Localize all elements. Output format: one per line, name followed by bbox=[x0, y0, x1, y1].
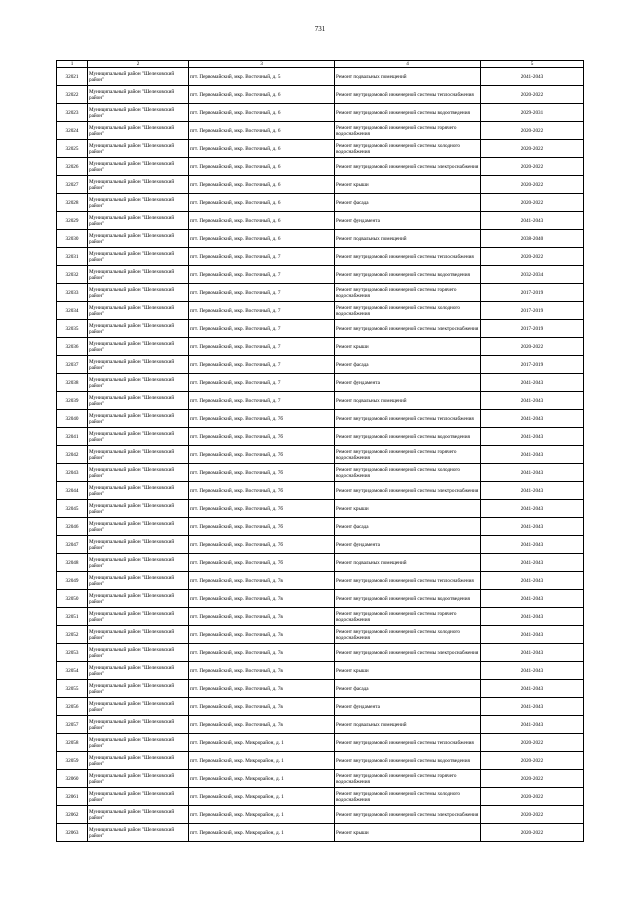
period-cell: 2038-2040 bbox=[481, 230, 584, 248]
period-cell: 2017-2019 bbox=[481, 284, 584, 302]
address-cell: пгт. Первомайский, мкр. Восточный, д. 7в bbox=[189, 644, 335, 662]
address-cell: пгт. Первомайский, мкр. Восточный, д. 7в bbox=[189, 626, 335, 644]
municipality-cell: Муниципальный район "Шелеховский район" bbox=[88, 68, 189, 86]
period-cell: 2041-2043 bbox=[481, 536, 584, 554]
address-cell: пгт. Первомайский, мкр. Восточный, д. 7б bbox=[189, 428, 335, 446]
table-row bbox=[57, 284, 584, 302]
address-cell: пгт. Первомайский, мкр. Микрорайон, д. 1 bbox=[189, 788, 335, 806]
row-number-cell: 32037 bbox=[57, 356, 88, 374]
row-number-cell: 32047 bbox=[57, 536, 88, 554]
table-row bbox=[57, 662, 584, 680]
period-cell: 2020-2022 bbox=[481, 140, 584, 158]
table-row bbox=[57, 482, 584, 500]
address-cell: пгт. Первомайский, мкр. Микрорайон, д. 1 bbox=[189, 770, 335, 788]
table-row bbox=[57, 428, 584, 446]
municipality-cell: Муниципальный район "Шелеховский район" bbox=[88, 356, 189, 374]
work-type-cell: Ремонт внутридомовой инженерной системы электроснабжения bbox=[335, 806, 481, 824]
table-row bbox=[57, 176, 584, 194]
row-number-cell: 32051 bbox=[57, 608, 88, 626]
period-cell: 2041-2043 bbox=[481, 716, 584, 734]
table-row bbox=[57, 230, 584, 248]
address-cell: пгт. Первомайский, мкр. Восточный, д. 7 bbox=[189, 248, 335, 266]
row-number-cell: 32025 bbox=[57, 140, 88, 158]
period-cell: 2041-2043 bbox=[481, 212, 584, 230]
address-cell: пгт. Первомайский, мкр. Восточный, д. 7в bbox=[189, 662, 335, 680]
table-row bbox=[57, 788, 584, 806]
table-row bbox=[57, 464, 584, 482]
work-type-cell: Ремонт внутридомовой инженерной системы теплоснабжения bbox=[335, 572, 481, 590]
table-row bbox=[57, 680, 584, 698]
period-cell: 2041-2043 bbox=[481, 626, 584, 644]
address-cell: пгт. Первомайский, мкр. Восточный, д. 6 bbox=[189, 104, 335, 122]
row-number-cell: 32062 bbox=[57, 806, 88, 824]
row-number-cell: 32040 bbox=[57, 410, 88, 428]
table-row bbox=[57, 824, 584, 842]
period-cell: 2020-2022 bbox=[481, 788, 584, 806]
work-type-cell: Ремонт внутридомовой инженерной системы водоотведения bbox=[335, 428, 481, 446]
work-type-cell: Ремонт внутридомовой инженерной системы холодного водоснабжения bbox=[335, 140, 481, 158]
column-number-header-row bbox=[57, 61, 584, 68]
municipality-cell: Муниципальный район "Шелеховский район" bbox=[88, 770, 189, 788]
row-number-cell: 32058 bbox=[57, 734, 88, 752]
municipality-cell: Муниципальный район "Шелеховский район" bbox=[88, 662, 189, 680]
period-cell: 2041-2043 bbox=[481, 590, 584, 608]
municipality-cell: Муниципальный район "Шелеховский район" bbox=[88, 392, 189, 410]
municipality-cell: Муниципальный район "Шелеховский район" bbox=[88, 374, 189, 392]
work-type-cell: Ремонт крыши bbox=[335, 824, 481, 842]
work-type-cell: Ремонт внутридомовой инженерной системы электроснабжения bbox=[335, 320, 481, 338]
municipality-cell: Муниципальный район "Шелеховский район" bbox=[88, 446, 189, 464]
address-cell: пгт. Первомайский, мкр. Восточный, д. 7 bbox=[189, 338, 335, 356]
row-number-cell: 32039 bbox=[57, 392, 88, 410]
row-number-cell: 32048 bbox=[57, 554, 88, 572]
work-type-cell: Ремонт внутридомовой инженерной системы горячего водоснабжения bbox=[335, 122, 481, 140]
period-cell: 2020-2022 bbox=[481, 194, 584, 212]
municipality-cell: Муниципальный район "Шелеховский район" bbox=[88, 518, 189, 536]
period-cell: 2041-2043 bbox=[481, 518, 584, 536]
row-number-cell: 32052 bbox=[57, 626, 88, 644]
row-number-cell: 32029 bbox=[57, 212, 88, 230]
work-type-cell: Ремонт крыши bbox=[335, 338, 481, 356]
municipality-cell: Муниципальный район "Шелеховский район" bbox=[88, 320, 189, 338]
table-row bbox=[57, 122, 584, 140]
row-number-cell: 32059 bbox=[57, 752, 88, 770]
row-number-cell: 32042 bbox=[57, 446, 88, 464]
table-row bbox=[57, 716, 584, 734]
municipality-cell: Муниципальный район "Шелеховский район" bbox=[88, 716, 189, 734]
work-type-cell: Ремонт фасада bbox=[335, 518, 481, 536]
work-type-cell: Ремонт внутридомовой инженерной системы водоотведения bbox=[335, 266, 481, 284]
municipality-cell: Муниципальный район "Шелеховский район" bbox=[88, 698, 189, 716]
period-cell: 2020-2022 bbox=[481, 86, 584, 104]
column-number-1: 1 bbox=[57, 61, 88, 68]
period-cell: 2020-2022 bbox=[481, 806, 584, 824]
work-type-cell: Ремонт внутридомовой инженерной системы теплоснабжения bbox=[335, 734, 481, 752]
page-number: 731 bbox=[314, 25, 326, 33]
row-number-cell: 32054 bbox=[57, 662, 88, 680]
work-type-cell: Ремонт внутридомовой инженерной системы водоотведения bbox=[335, 104, 481, 122]
address-cell: пгт. Первомайский, мкр. Восточный, д. 7в bbox=[189, 572, 335, 590]
municipality-cell: Муниципальный район "Шелеховский район" bbox=[88, 752, 189, 770]
row-number-cell: 32030 bbox=[57, 230, 88, 248]
table-row bbox=[57, 248, 584, 266]
table-row bbox=[57, 644, 584, 662]
municipality-cell: Муниципальный район "Шелеховский район" bbox=[88, 734, 189, 752]
period-cell: 2020-2022 bbox=[481, 158, 584, 176]
period-cell: 2020-2022 bbox=[481, 338, 584, 356]
row-number-cell: 32024 bbox=[57, 122, 88, 140]
municipality-cell: Муниципальный район "Шелеховский район" bbox=[88, 464, 189, 482]
address-cell: пгт. Первомайский, мкр. Восточный, д. 7в bbox=[189, 698, 335, 716]
period-cell: 2041-2043 bbox=[481, 554, 584, 572]
address-cell: пгт. Первомайский, мкр. Восточный, д. 7в bbox=[189, 680, 335, 698]
table-row bbox=[57, 86, 584, 104]
table-row bbox=[57, 104, 584, 122]
municipality-cell: Муниципальный район "Шелеховский район" bbox=[88, 284, 189, 302]
row-number-cell: 32034 bbox=[57, 302, 88, 320]
address-cell: пгт. Первомайский, мкр. Восточный, д. 6 bbox=[189, 230, 335, 248]
work-type-cell: Ремонт подвальных помещений bbox=[335, 68, 481, 86]
row-number-cell: 32041 bbox=[57, 428, 88, 446]
municipality-cell: Муниципальный район "Шелеховский район" bbox=[88, 626, 189, 644]
row-number-cell: 32043 bbox=[57, 464, 88, 482]
row-number-cell: 32061 bbox=[57, 788, 88, 806]
row-number-cell: 32038 bbox=[57, 374, 88, 392]
municipality-cell: Муниципальный район "Шелеховский район" bbox=[88, 590, 189, 608]
row-number-cell: 32055 bbox=[57, 680, 88, 698]
municipality-cell: Муниципальный район "Шелеховский район" bbox=[88, 122, 189, 140]
address-cell: пгт. Первомайский, мкр. Восточный, д. 6 bbox=[189, 158, 335, 176]
address-cell: пгт. Первомайский, мкр. Восточный, д. 6 bbox=[189, 86, 335, 104]
address-cell: пгт. Первомайский, мкр. Восточный, д. 6 bbox=[189, 212, 335, 230]
table-row bbox=[57, 446, 584, 464]
work-type-cell: Ремонт крыши bbox=[335, 176, 481, 194]
address-cell: пгт. Первомайский, мкр. Микрорайон, д. 1 bbox=[189, 824, 335, 842]
table-row bbox=[57, 212, 584, 230]
address-cell: пгт. Первомайский, мкр. Восточный, д. 7 bbox=[189, 302, 335, 320]
address-cell: пгт. Первомайский, мкр. Восточный, д. 7б bbox=[189, 536, 335, 554]
period-cell: 2041-2043 bbox=[481, 680, 584, 698]
municipality-cell: Муниципальный район "Шелеховский район" bbox=[88, 536, 189, 554]
period-cell: 2020-2022 bbox=[481, 824, 584, 842]
address-cell: пгт. Первомайский, мкр. Восточный, д. 7б bbox=[189, 464, 335, 482]
row-number-cell: 32035 bbox=[57, 320, 88, 338]
work-type-cell: Ремонт подвальных помещений bbox=[335, 716, 481, 734]
address-cell: пгт. Первомайский, мкр. Восточный, д. 7 bbox=[189, 266, 335, 284]
table-row bbox=[57, 536, 584, 554]
work-type-cell: Ремонт внутридомовой инженерной системы холодного водоснабжения bbox=[335, 302, 481, 320]
period-cell: 2020-2022 bbox=[481, 248, 584, 266]
period-cell: 2029-2031 bbox=[481, 104, 584, 122]
period-cell: 2041-2043 bbox=[481, 392, 584, 410]
table-row bbox=[57, 590, 584, 608]
municipality-cell: Муниципальный район "Шелеховский район" bbox=[88, 608, 189, 626]
work-type-cell: Ремонт внутридомовой инженерной системы водоотведения bbox=[335, 752, 481, 770]
municipality-cell: Муниципальный район "Шелеховский район" bbox=[88, 230, 189, 248]
table-row bbox=[57, 626, 584, 644]
column-number-3: 3 bbox=[189, 61, 335, 68]
address-cell: пгт. Первомайский, мкр. Восточный, д. 7 bbox=[189, 356, 335, 374]
period-cell: 2041-2043 bbox=[481, 482, 584, 500]
row-number-cell: 32027 bbox=[57, 176, 88, 194]
municipality-cell: Муниципальный район "Шелеховский район" bbox=[88, 86, 189, 104]
address-cell: пгт. Первомайский, мкр. Восточный, д. 7 bbox=[189, 284, 335, 302]
row-number-cell: 32033 bbox=[57, 284, 88, 302]
period-cell: 2032-2034 bbox=[481, 266, 584, 284]
work-type-cell: Ремонт фундамента bbox=[335, 698, 481, 716]
table-row bbox=[57, 320, 584, 338]
period-cell: 2020-2022 bbox=[481, 752, 584, 770]
address-cell: пгт. Первомайский, мкр. Восточный, д. 7б bbox=[189, 482, 335, 500]
municipality-cell: Муниципальный район "Шелеховский район" bbox=[88, 482, 189, 500]
row-number-cell: 32060 bbox=[57, 770, 88, 788]
municipality-cell: Муниципальный район "Шелеховский район" bbox=[88, 104, 189, 122]
period-cell: 2041-2043 bbox=[481, 608, 584, 626]
address-cell: пгт. Первомайский, мкр. Восточный, д. 7 bbox=[189, 374, 335, 392]
work-type-cell: Ремонт внутридомовой инженерной системы теплоснабжения bbox=[335, 410, 481, 428]
work-type-cell: Ремонт крыши bbox=[335, 500, 481, 518]
period-cell: 2041-2043 bbox=[481, 698, 584, 716]
work-type-cell: Ремонт внутридомовой инженерной системы холодного водоснабжения bbox=[335, 464, 481, 482]
period-cell: 2041-2043 bbox=[481, 428, 584, 446]
table-row bbox=[57, 698, 584, 716]
work-type-cell: Ремонт внутридомовой инженерной системы теплоснабжения bbox=[335, 86, 481, 104]
period-cell: 2020-2022 bbox=[481, 176, 584, 194]
work-type-cell: Ремонт внутридомовой инженерной системы горячего водоснабжения bbox=[335, 770, 481, 788]
address-cell: пгт. Первомайский, мкр. Восточный, д. 7б bbox=[189, 446, 335, 464]
address-cell: пгт. Первомайский, мкр. Восточный, д. 5 bbox=[189, 68, 335, 86]
municipality-cell: Муниципальный район "Шелеховский район" bbox=[88, 176, 189, 194]
period-cell: 2020-2022 bbox=[481, 122, 584, 140]
address-cell: пгт. Первомайский, мкр. Восточный, д. 7 bbox=[189, 392, 335, 410]
row-number-cell: 32063 bbox=[57, 824, 88, 842]
address-cell: пгт. Первомайский, мкр. Восточный, д. 7в bbox=[189, 590, 335, 608]
work-type-cell: Ремонт крыши bbox=[335, 662, 481, 680]
period-cell: 2020-2022 bbox=[481, 734, 584, 752]
address-cell: пгт. Первомайский, мкр. Восточный, д. 7 bbox=[189, 320, 335, 338]
work-type-cell: Ремонт фундамента bbox=[335, 374, 481, 392]
work-type-cell: Ремонт внутридомовой инженерной системы теплоснабжения bbox=[335, 248, 481, 266]
period-cell: 2020-2022 bbox=[481, 770, 584, 788]
municipality-cell: Муниципальный район "Шелеховский район" bbox=[88, 302, 189, 320]
municipality-cell: Муниципальный район "Шелеховский район" bbox=[88, 248, 189, 266]
work-type-cell: Ремонт внутридомовой инженерной системы электроснабжения bbox=[335, 644, 481, 662]
address-cell: пгт. Первомайский, мкр. Восточный, д. 6 bbox=[189, 194, 335, 212]
row-number-cell: 32023 bbox=[57, 104, 88, 122]
address-cell: пгт. Первомайский, мкр. Восточный, д. 6 bbox=[189, 140, 335, 158]
work-type-cell: Ремонт фундамента bbox=[335, 212, 481, 230]
table-row bbox=[57, 140, 584, 158]
work-type-cell: Ремонт внутридомовой инженерной системы электроснабжения bbox=[335, 482, 481, 500]
work-type-cell: Ремонт внутридомовой инженерной системы горячего водоснабжения bbox=[335, 446, 481, 464]
period-cell: 2041-2043 bbox=[481, 644, 584, 662]
municipality-cell: Муниципальный район "Шелеховский район" bbox=[88, 266, 189, 284]
work-type-cell: Ремонт подвальных помещений bbox=[335, 392, 481, 410]
table-row bbox=[57, 410, 584, 428]
capital-repair-table bbox=[56, 60, 584, 842]
municipality-cell: Муниципальный район "Шелеховский район" bbox=[88, 788, 189, 806]
municipality-cell: Муниципальный район "Шелеховский район" bbox=[88, 410, 189, 428]
municipality-cell: Муниципальный район "Шелеховский район" bbox=[88, 572, 189, 590]
table-row bbox=[57, 338, 584, 356]
work-type-cell: Ремонт фасада bbox=[335, 194, 481, 212]
row-number-cell: 32022 bbox=[57, 86, 88, 104]
address-cell: пгт. Первомайский, мкр. Восточный, д. 7б bbox=[189, 518, 335, 536]
row-number-cell: 32028 bbox=[57, 194, 88, 212]
table-row bbox=[57, 572, 584, 590]
address-cell: пгт. Первомайский, мкр. Восточный, д. 7в bbox=[189, 716, 335, 734]
row-number-cell: 32044 bbox=[57, 482, 88, 500]
table-row bbox=[57, 500, 584, 518]
row-number-cell: 32021 bbox=[57, 68, 88, 86]
table-row bbox=[57, 518, 584, 536]
table-row bbox=[57, 158, 584, 176]
work-type-cell: Ремонт внутридомовой инженерной системы электроснабжения bbox=[335, 158, 481, 176]
row-number-cell: 32032 bbox=[57, 266, 88, 284]
municipality-cell: Муниципальный район "Шелеховский район" bbox=[88, 644, 189, 662]
period-cell: 2041-2043 bbox=[481, 572, 584, 590]
period-cell: 2017-2019 bbox=[481, 356, 584, 374]
work-type-cell: Ремонт подвальных помещений bbox=[335, 230, 481, 248]
municipality-cell: Муниципальный район "Шелеховский район" bbox=[88, 194, 189, 212]
period-cell: 2017-2019 bbox=[481, 302, 584, 320]
municipality-cell: Муниципальный район "Шелеховский район" bbox=[88, 554, 189, 572]
row-number-cell: 32050 bbox=[57, 590, 88, 608]
municipality-cell: Муниципальный район "Шелеховский район" bbox=[88, 824, 189, 842]
table-row bbox=[57, 806, 584, 824]
period-cell: 2041-2043 bbox=[481, 464, 584, 482]
municipality-cell: Муниципальный район "Шелеховский район" bbox=[88, 212, 189, 230]
work-type-cell: Ремонт внутридомовой инженерной системы горячего водоснабжения bbox=[335, 284, 481, 302]
address-cell: пгт. Первомайский, мкр. Микрорайон, д. 1 bbox=[189, 734, 335, 752]
table-row bbox=[57, 68, 584, 86]
column-number-5: 5 bbox=[481, 61, 584, 68]
table-row bbox=[57, 194, 584, 212]
row-number-cell: 32045 bbox=[57, 500, 88, 518]
row-number-cell: 32026 bbox=[57, 158, 88, 176]
row-number-cell: 32057 bbox=[57, 716, 88, 734]
work-type-cell: Ремонт фасада bbox=[335, 356, 481, 374]
address-cell: пгт. Первомайский, мкр. Микрорайон, д. 1 bbox=[189, 752, 335, 770]
address-cell: пгт. Первомайский, мкр. Восточный, д. 7в bbox=[189, 608, 335, 626]
row-number-cell: 32056 bbox=[57, 698, 88, 716]
table-row bbox=[57, 302, 584, 320]
municipality-cell: Муниципальный район "Шелеховский район" bbox=[88, 428, 189, 446]
work-type-cell: Ремонт фундамента bbox=[335, 536, 481, 554]
address-cell: пгт. Первомайский, мкр. Восточный, д. 6 bbox=[189, 122, 335, 140]
work-type-cell: Ремонт внутридомовой инженерной системы холодного водоснабжения bbox=[335, 626, 481, 644]
period-cell: 2041-2043 bbox=[481, 500, 584, 518]
table-row bbox=[57, 734, 584, 752]
period-cell: 2041-2043 bbox=[481, 446, 584, 464]
table-row bbox=[57, 752, 584, 770]
table-row bbox=[57, 392, 584, 410]
table-row bbox=[57, 608, 584, 626]
row-number-cell: 32036 bbox=[57, 338, 88, 356]
work-type-cell: Ремонт внутридомовой инженерной системы холодного водоснабжения bbox=[335, 788, 481, 806]
table-row bbox=[57, 266, 584, 284]
period-cell: 2041-2043 bbox=[481, 662, 584, 680]
period-cell: 2041-2043 bbox=[481, 68, 584, 86]
municipality-cell: Муниципальный район "Шелеховский район" bbox=[88, 158, 189, 176]
column-number-2: 2 bbox=[88, 61, 189, 68]
column-number-4: 4 bbox=[335, 61, 481, 68]
table-row bbox=[57, 554, 584, 572]
work-type-cell: Ремонт внутридомовой инженерной системы водоотведения bbox=[335, 590, 481, 608]
municipality-cell: Муниципальный район "Шелеховский район" bbox=[88, 680, 189, 698]
table-row bbox=[57, 374, 584, 392]
address-cell: пгт. Первомайский, мкр. Восточный, д. 7б bbox=[189, 554, 335, 572]
row-number-cell: 32049 bbox=[57, 572, 88, 590]
row-number-cell: 32031 bbox=[57, 248, 88, 266]
period-cell: 2017-2019 bbox=[481, 320, 584, 338]
period-cell: 2041-2043 bbox=[481, 374, 584, 392]
municipality-cell: Муниципальный район "Шелеховский район" bbox=[88, 338, 189, 356]
work-type-cell: Ремонт внутридомовой инженерной системы горячего водоснабжения bbox=[335, 608, 481, 626]
municipality-cell: Муниципальный район "Шелеховский район" bbox=[88, 140, 189, 158]
work-type-cell: Ремонт подвальных помещений bbox=[335, 554, 481, 572]
municipality-cell: Муниципальный район "Шелеховский район" bbox=[88, 500, 189, 518]
table-row bbox=[57, 770, 584, 788]
period-cell: 2041-2043 bbox=[481, 410, 584, 428]
row-number-cell: 32046 bbox=[57, 518, 88, 536]
address-cell: пгт. Первомайский, мкр. Восточный, д. 7б bbox=[189, 410, 335, 428]
row-number-cell: 32053 bbox=[57, 644, 88, 662]
address-cell: пгт. Первомайский, мкр. Восточный, д. 7б bbox=[189, 500, 335, 518]
address-cell: пгт. Первомайский, мкр. Микрорайон, д. 1 bbox=[189, 806, 335, 824]
work-type-cell: Ремонт фасада bbox=[335, 680, 481, 698]
table-row bbox=[57, 356, 584, 374]
address-cell: пгт. Первомайский, мкр. Восточный, д. 6 bbox=[189, 176, 335, 194]
municipality-cell: Муниципальный район "Шелеховский район" bbox=[88, 806, 189, 824]
